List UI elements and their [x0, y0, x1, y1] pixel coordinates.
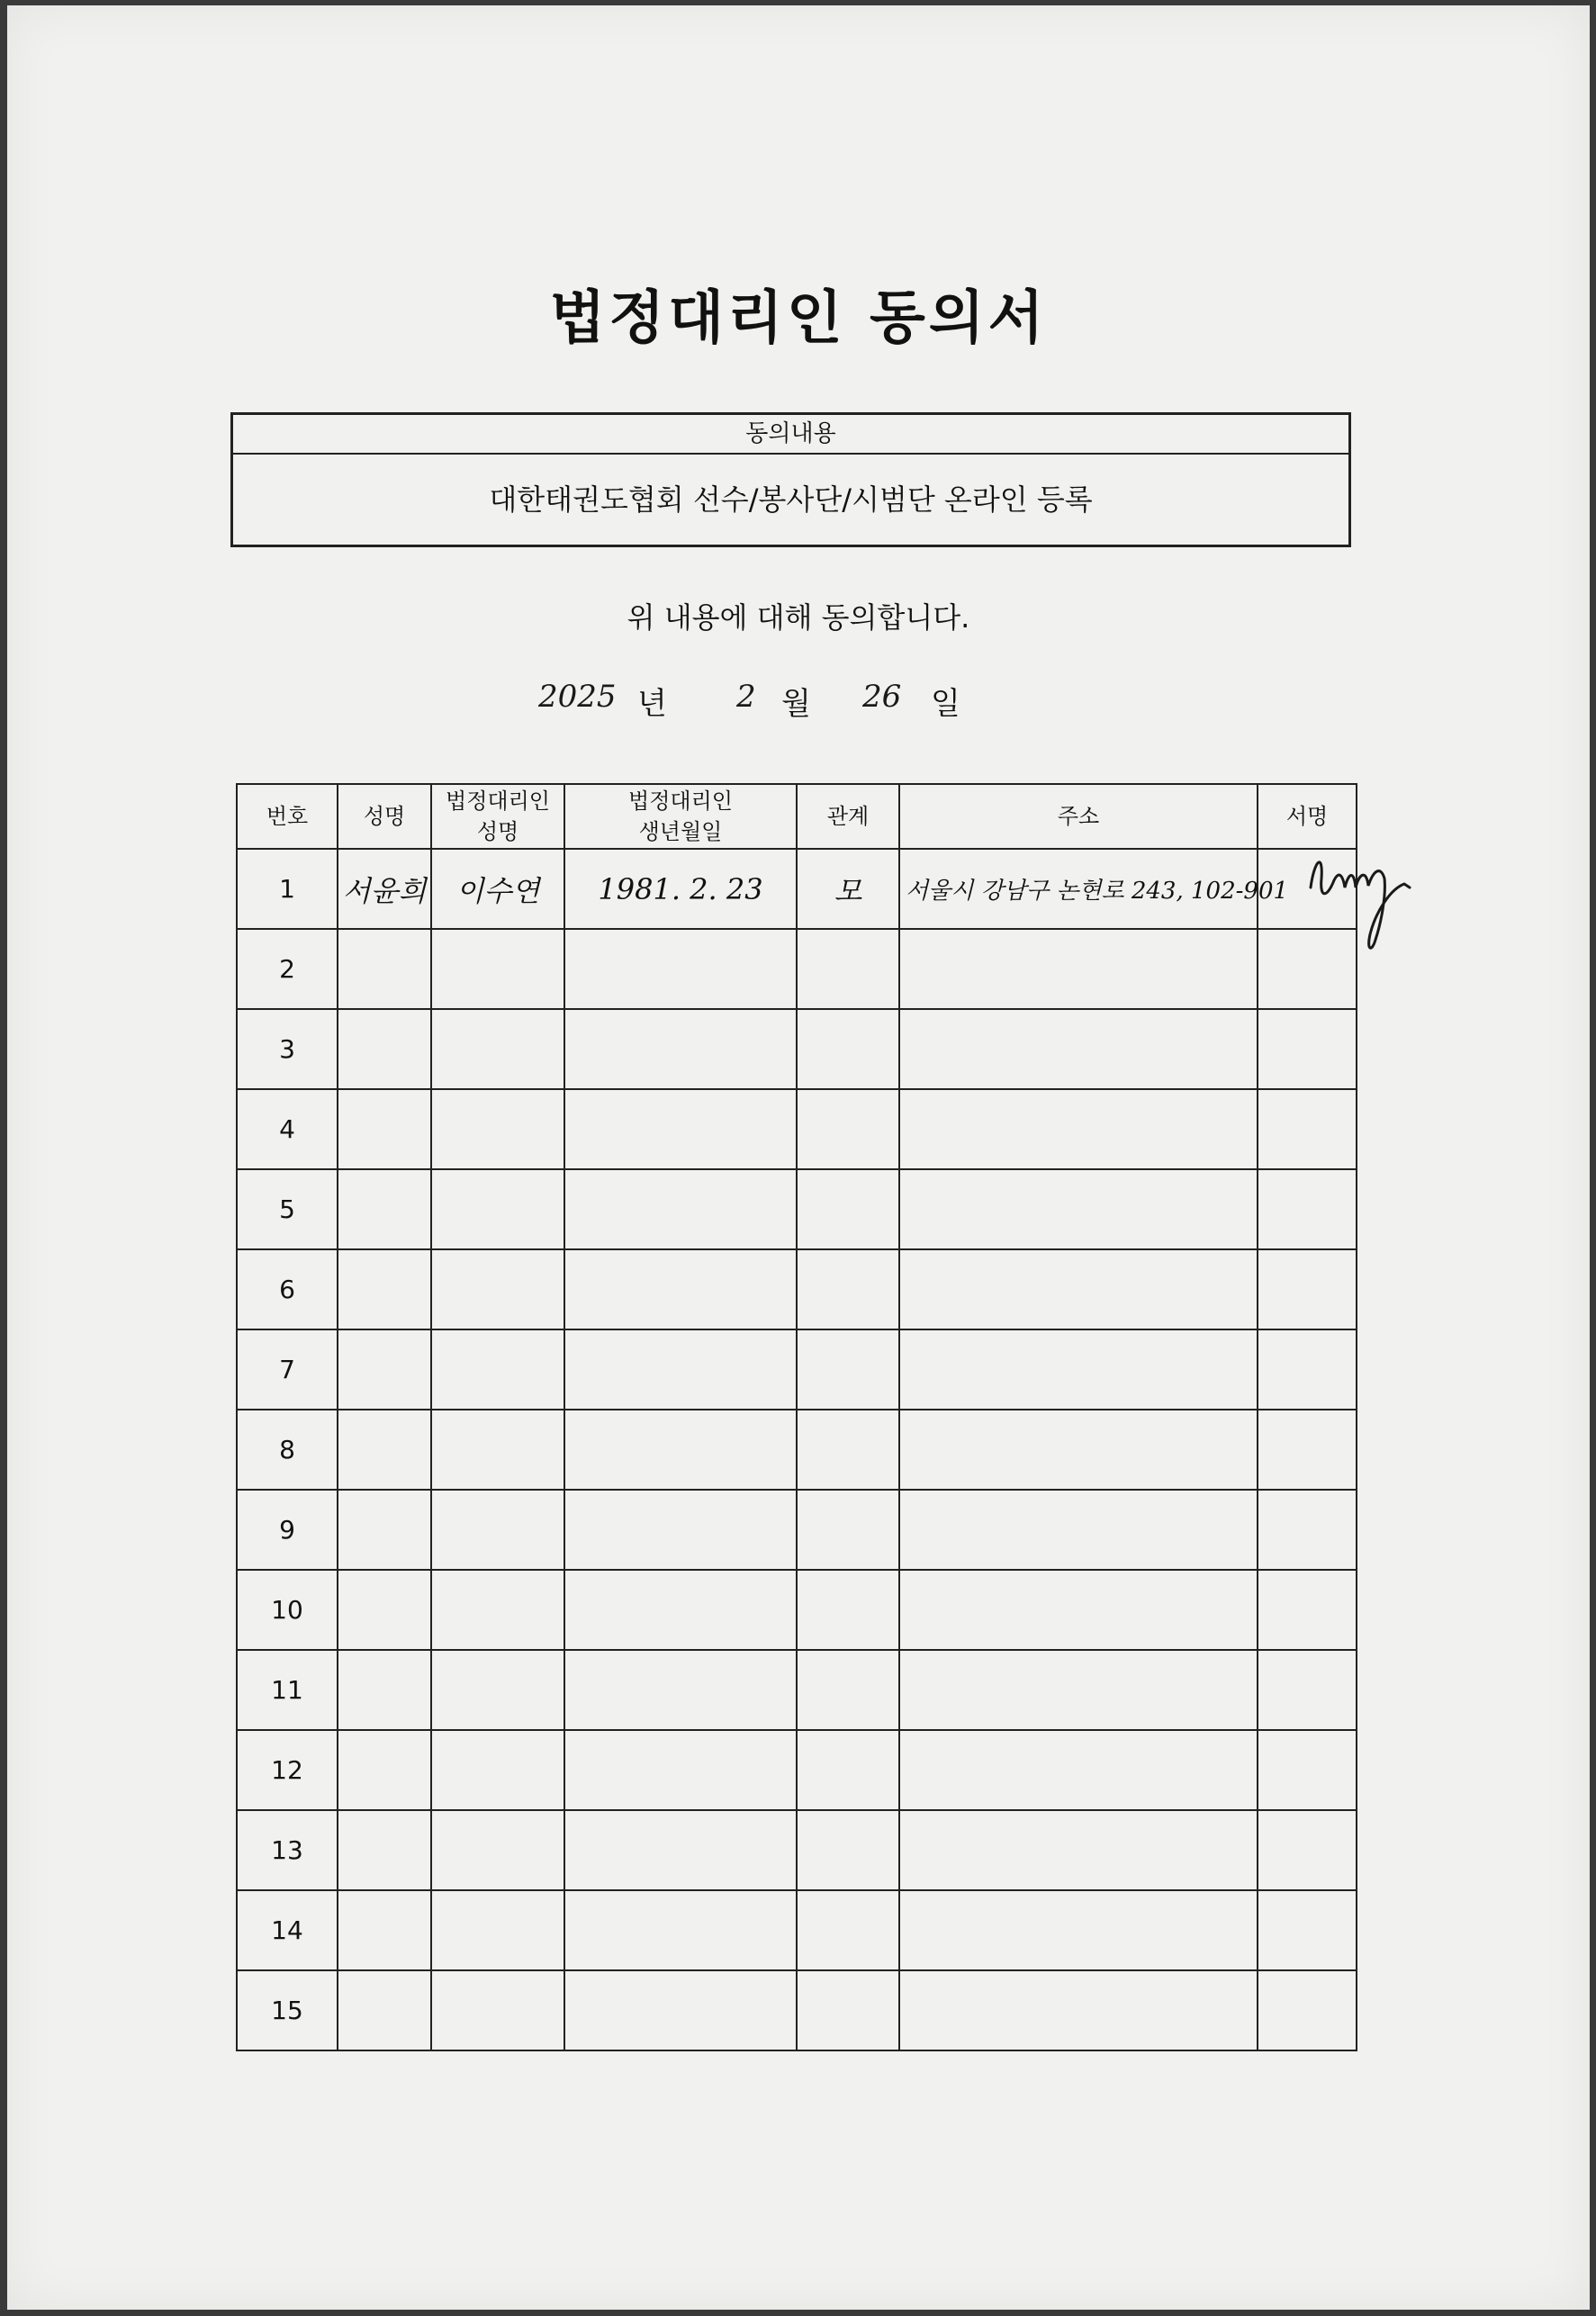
- row-address: [899, 1890, 1258, 1970]
- document-title: 법정대리인 동의서: [549, 285, 1048, 352]
- row-guardian-name: [431, 1089, 564, 1169]
- row-relation: [797, 1970, 899, 2050]
- row-guardian-birth: [564, 1570, 797, 1650]
- row-address: [899, 1490, 1258, 1570]
- date-year-value: 2025: [538, 679, 617, 715]
- table-row: [237, 1410, 1357, 1490]
- header-signature: 서명: [1258, 784, 1357, 849]
- table-row: [237, 849, 1357, 929]
- consent-box: [230, 412, 1351, 547]
- row-no: 10: [237, 1570, 338, 1650]
- table-row: [237, 1009, 1357, 1089]
- row-address: [899, 1810, 1258, 1890]
- row-name: [338, 1329, 431, 1410]
- row-no: 14: [237, 1890, 338, 1970]
- row-name: [338, 1650, 431, 1730]
- row-no: 1: [237, 849, 338, 929]
- table-row: [237, 1570, 1357, 1650]
- table-row: [237, 1650, 1357, 1730]
- table-row: [237, 1329, 1357, 1410]
- row-no: 9: [237, 1490, 338, 1570]
- row-guardian-birth: [564, 1970, 797, 2050]
- row-name: [338, 1810, 431, 1890]
- row-name: [338, 1970, 431, 2050]
- table-row: [237, 1089, 1357, 1169]
- row-address: 서울시 강남구 논현로 243, 102-901: [899, 849, 1258, 929]
- row-name: [338, 929, 431, 1009]
- header-guardian-name-line1: 법정대리인: [446, 789, 550, 814]
- row-guardian-name: [431, 1730, 564, 1810]
- row-guardian-name: [431, 1009, 564, 1089]
- consent-text: 대한태권도협회 선수/봉사단/시범단 온라인 등록: [489, 482, 1093, 517]
- header-address: 주소: [899, 784, 1258, 849]
- row-signature: [1258, 1009, 1357, 1089]
- row-relation: [797, 1089, 899, 1169]
- header-name: 성명: [338, 784, 431, 849]
- row-no: 4: [237, 1089, 338, 1169]
- header-guardian-name-line2: 성명: [476, 819, 519, 844]
- row-relation: [797, 1890, 899, 1970]
- row-address: [899, 1970, 1258, 2050]
- consent-header: 동의내용: [233, 415, 1348, 455]
- date-month-label: 월: [781, 686, 811, 722]
- row-address: [899, 1249, 1258, 1329]
- table-row: [237, 1890, 1357, 1970]
- row-guardian-name: [431, 1570, 564, 1650]
- row-relation: [797, 1249, 899, 1329]
- row-no: 5: [237, 1169, 338, 1249]
- row-address: [899, 1329, 1258, 1410]
- row-guardian-name: [431, 1650, 564, 1730]
- row-guardian-name: [431, 1490, 564, 1570]
- row-guardian-birth: [564, 1009, 797, 1089]
- row-name: [338, 1730, 431, 1810]
- date-day-value: 26: [862, 679, 902, 715]
- row-guardian-birth: [564, 1810, 797, 1890]
- row-address: [899, 1009, 1258, 1089]
- table-row: [237, 1249, 1357, 1329]
- row-no: 7: [237, 1329, 338, 1410]
- table-row: [237, 1970, 1357, 2050]
- row-signature: [1258, 1970, 1357, 2050]
- row-guardian-name: [431, 1810, 564, 1890]
- row-signature: [1258, 1329, 1357, 1410]
- row-signature: [1258, 1570, 1357, 1650]
- header-guardian-birth-line2: 생년월일: [638, 819, 723, 844]
- header-no: 번호: [237, 784, 338, 849]
- row-guardian-birth: [564, 1650, 797, 1730]
- row-guardian-name: [431, 1169, 564, 1249]
- row-guardian-birth: [564, 1169, 797, 1249]
- date-line: [538, 679, 1078, 733]
- row-signature: [1258, 1169, 1357, 1249]
- row-address: [899, 1410, 1258, 1490]
- row-no: 8: [237, 1410, 338, 1490]
- row-relation: [797, 1329, 899, 1410]
- table-row: [237, 929, 1357, 1009]
- row-relation: [797, 1009, 899, 1089]
- row-no: 13: [237, 1810, 338, 1890]
- row-name: [338, 1490, 431, 1570]
- row-no: 2: [237, 929, 338, 1009]
- table-header-row: [237, 784, 1357, 849]
- row-guardian-name: [431, 1890, 564, 1970]
- row-guardian-birth: 1981. 2. 23: [564, 849, 797, 929]
- row-signature: [1258, 1249, 1357, 1329]
- row-name: [338, 1890, 431, 1970]
- row-address: [899, 1650, 1258, 1730]
- row-relation: [797, 1410, 899, 1490]
- row-guardian-name: [431, 929, 564, 1009]
- row-name: 서윤희: [338, 849, 431, 929]
- table-row: [237, 1730, 1357, 1810]
- row-guardian-birth: [564, 1490, 797, 1570]
- row-no: 15: [237, 1970, 338, 2050]
- row-relation: [797, 1169, 899, 1249]
- row-guardian-birth: [564, 1329, 797, 1410]
- header-guardian-name: [431, 784, 564, 849]
- document-page: [7, 5, 1590, 2310]
- row-guardian-name: [431, 1249, 564, 1329]
- row-relation: [797, 1570, 899, 1650]
- row-relation: [797, 1810, 899, 1890]
- row-no: 11: [237, 1650, 338, 1730]
- header-guardian-birth: [564, 784, 797, 849]
- row-signature: [1258, 1410, 1357, 1490]
- date-year-label: 년: [637, 686, 667, 722]
- row-relation: 모: [797, 849, 899, 929]
- row-guardian-birth: [564, 1890, 797, 1970]
- header-relation: 관계: [797, 784, 899, 849]
- row-guardian-birth: [564, 1249, 797, 1329]
- row-name: [338, 1089, 431, 1169]
- row-address: [899, 1089, 1258, 1169]
- row-guardian-name: [431, 1329, 564, 1410]
- agree-statement: 위 내용에 대해 동의합니다.: [627, 600, 970, 635]
- row-no: 12: [237, 1730, 338, 1810]
- row-guardian-birth: [564, 929, 797, 1009]
- row-signature: [1258, 1490, 1357, 1570]
- row-signature: [1258, 1650, 1357, 1730]
- row-no: 3: [237, 1009, 338, 1089]
- row-relation: [797, 1490, 899, 1570]
- guardian-signature-table: [236, 783, 1357, 2051]
- row-guardian-birth: [564, 1730, 797, 1810]
- row-relation: [797, 929, 899, 1009]
- row-name: [338, 1570, 431, 1650]
- row-signature: [1258, 1890, 1357, 1970]
- row-signature: [1258, 1730, 1357, 1810]
- date-day-label: 일: [931, 686, 960, 722]
- row-relation: [797, 1730, 899, 1810]
- table-row: [237, 1490, 1357, 1570]
- row-guardian-name: 이수연: [431, 849, 564, 929]
- row-address: [899, 1169, 1258, 1249]
- row-signature: [1258, 1089, 1357, 1169]
- header-guardian-birth-line1: 법정대리인: [628, 789, 733, 814]
- row-no: 6: [237, 1249, 338, 1329]
- row-guardian-name: [431, 1410, 564, 1490]
- table-row: [237, 1169, 1357, 1249]
- handwritten-signature: [1303, 834, 1420, 960]
- row-address: [899, 1570, 1258, 1650]
- row-name: [338, 1249, 431, 1329]
- row-signature: [1258, 1810, 1357, 1890]
- row-name: [338, 1410, 431, 1490]
- row-guardian-birth: [564, 1410, 797, 1490]
- date-month-value: 2: [736, 679, 756, 715]
- row-address: [899, 1730, 1258, 1810]
- row-guardian-name: [431, 1970, 564, 2050]
- row-name: [338, 1169, 431, 1249]
- row-relation: [797, 1650, 899, 1730]
- row-name: [338, 1009, 431, 1089]
- table-row: [237, 1810, 1357, 1890]
- row-guardian-birth: [564, 1089, 797, 1169]
- row-address: [899, 929, 1258, 1009]
